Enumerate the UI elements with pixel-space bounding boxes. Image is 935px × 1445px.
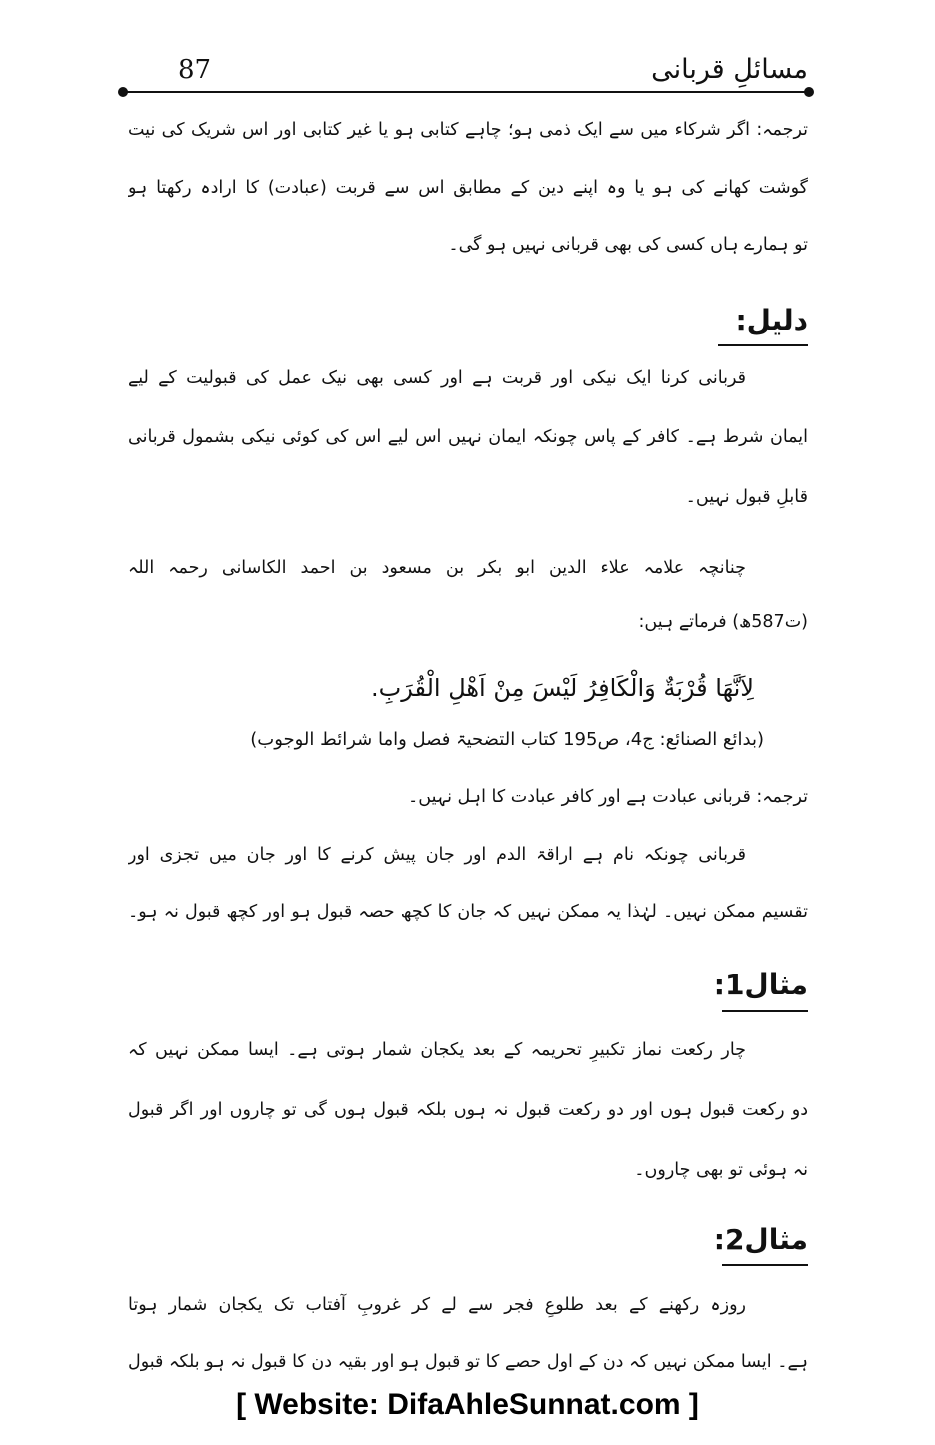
section-heading-example-2: مثال2: [713,1223,808,1256]
citation-intro-line: چنانچہ علامہ علاء الدین ابو بکر بن مسعود بن احمد الکاسانی رحمہ اللہ [128,558,746,578]
header-rule-dot-right [804,87,814,97]
example-2-line: ہے۔ ایسا ممکن نہیں کہ دن کے اول حصے کا تو قبول ہو اور بقیہ دن کا قبول نہ ہو بلکہ قبول [128,1352,808,1372]
quote-translation: ترجمہ: قربانی عبادت ہے اور کافر عبادت کا اہل نہیں۔ [408,787,808,807]
explanation-line: قربانی چونکہ نام ہے اراقۃ الدم اور جان پیش کرنے کا اور جان میں تجزی اور [128,845,746,865]
translation-line: تو ہمارے ہاں کسی کی بھی قربانی نہیں ہو گی۔ [448,235,808,255]
citation-intro-line: (ت587ھ) فرماتے ہیں: [638,612,808,632]
paragraph-line: ایمان شرط ہے۔ کافر کے پاس چونکہ ایمان نہیں اس لیے اس کی کوئی نیکی بشمول قربانی [128,427,808,447]
section-heading-underline [722,1010,808,1012]
page-number: 87 [178,55,212,85]
section-heading-underline [722,1264,808,1266]
website-footer: [ Website: DifaAhleSunnat.com ] [236,1388,699,1421]
running-header-title: مسائلِ قربانی [651,54,808,85]
explanation-line: تقسیم ممکن نہیں۔ لہٰذا یہ ممکن نہیں کہ جان کا کچھ حصہ قبول ہو اور کچھ قبول نہ ہو۔ [128,902,808,922]
translation-line: گوشت کھانے کی ہو یا وہ اپنے دین کے مطابق اس سے قربت (عبادت) کا ارادہ رکھتا ہو [128,178,808,198]
example-1-line: دو رکعت قبول ہوں اور دو رکعت قبول نہ ہوں بلکہ قبول ہوں گی تو چاروں اور اگر قبول [128,1100,808,1120]
header-rule-dot-left [118,87,128,97]
example-1-line: نہ ہوئی تو بھی چاروں۔ [634,1160,808,1180]
example-1-line: چار رکعت نماز تکبیرِ تحریمہ کے بعد یکجان شمار ہوتی ہے۔ ایسا ممکن نہیں کہ [128,1040,746,1060]
section-heading-underline [718,344,808,346]
paragraph-line: قربانی کرنا ایک نیکی اور قربت ہے اور کسی بھی نیک عمل کی قبولیت کے لیے [128,368,746,388]
section-heading-dalil: دلیل: [735,304,808,337]
header-rule [123,91,809,93]
example-2-line: روزہ رکھنے کے بعد طلوعِ فجر سے لے کر غروبِ آفتاب تک یکجان شمار ہوتا [128,1295,746,1315]
paragraph-line: قابلِ قبول نہیں۔ [685,487,808,507]
section-heading-example-1: مثال1: [713,968,808,1001]
arabic-quote: لِاَنَّهَا قُرْبَةٌ وَالْكَافِرُ لَيْسَ مِنْ اَهْلِ الْقُرَبِ. [371,674,754,702]
translation-line: ترجمہ: اگر شرکاء میں سے ایک ذمی ہو؛ چاہے کتابی ہو یا غیر کتابی اور اس شریک کی نیت [128,120,808,140]
source-reference: (بدائع الصنائع: ج4، ص195 کتاب التضحیۃ فصل واما شرائط الوجوب) [250,729,764,750]
